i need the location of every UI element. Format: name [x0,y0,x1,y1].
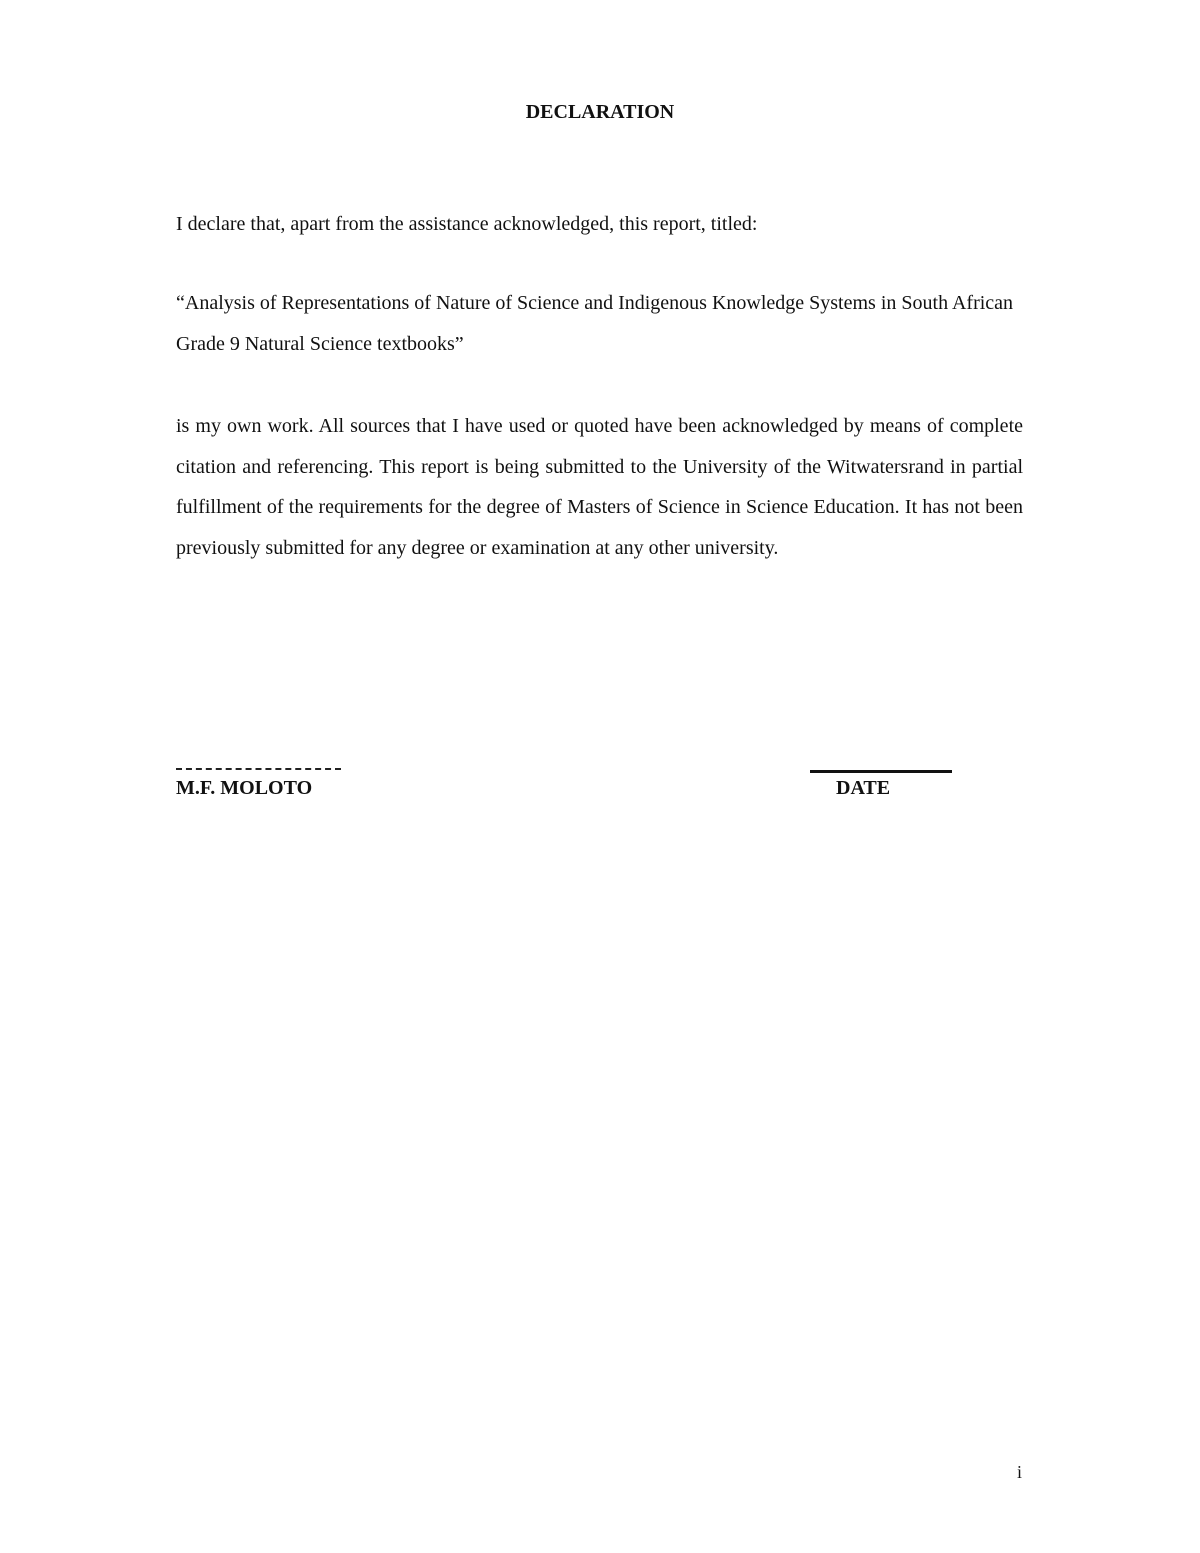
page-title: DECLARATION [525,101,675,123]
intro-paragraph: I declare that, apart from the assistance acknowledged, this report, titled: [176,213,758,235]
date-label: DATE [836,777,891,799]
page-number: i [1017,1462,1023,1482]
report-title-paragraph: “Analysis of Representations of Nature of Science and Indigenous Knowledge Systems in South African Grade 9 Natural Science textbooks” [176,292,1014,355]
signature-line [176,768,341,770]
signatory-name: M.F. MOLOTO [176,777,313,799]
date-line [810,770,952,773]
declaration-statement: is my own work. All sources that I have used or quoted have been acknowledged by means of complete citation and referencing. This report is being submitted to the University of the Witwatersrand in partial fulfillment of the requirements for the degree of Masters of Science in Science Education. It has not been previously submitted for any degree or examination at any other university. [176,415,1023,559]
